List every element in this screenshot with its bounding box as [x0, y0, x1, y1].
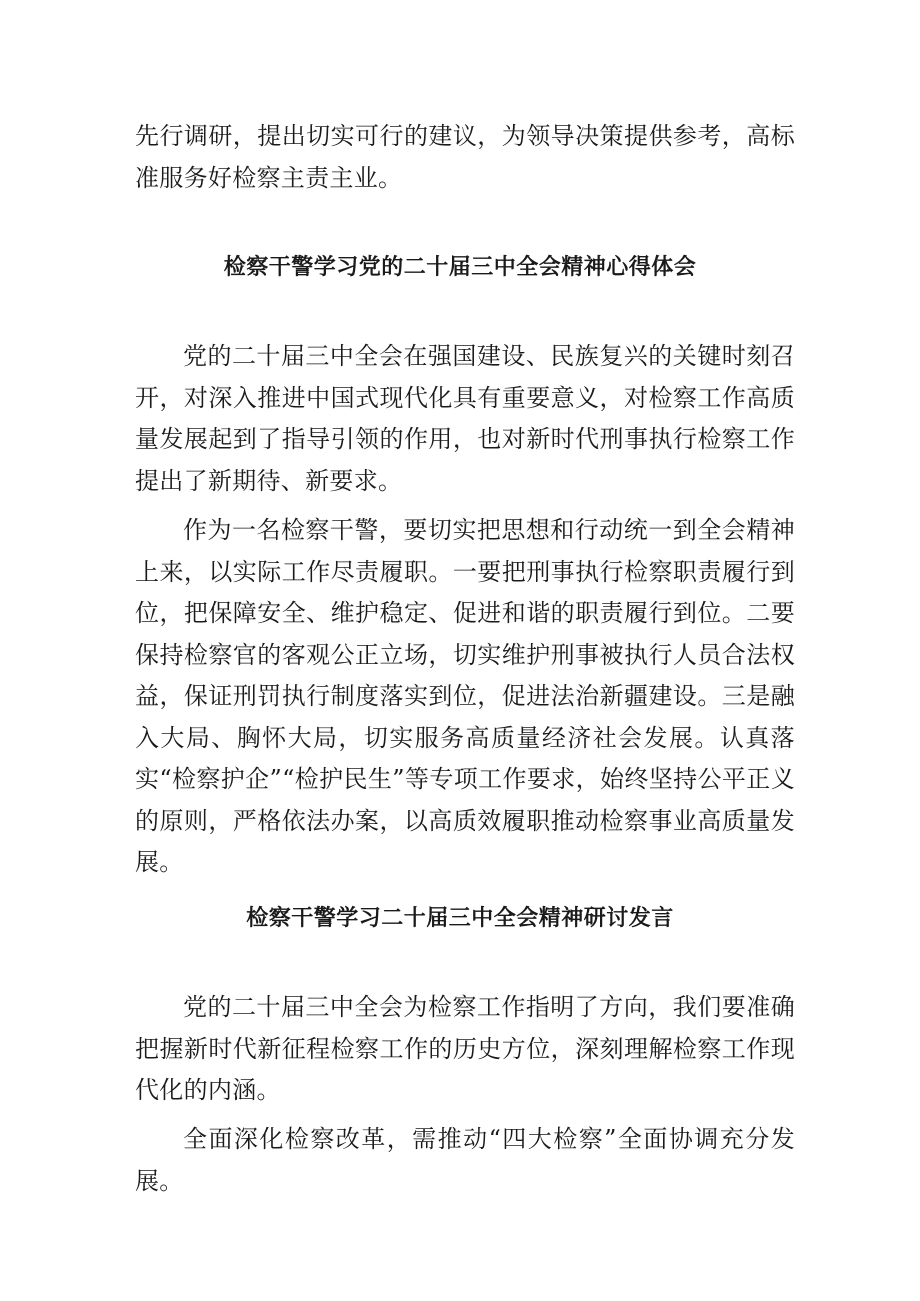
intro-paragraph: 先行调研，提出切实可行的建议，为领导决策提供参考，高标准服务好检察主责主业。 — [135, 122, 795, 192]
section-1-paragraph-1: 党的二十届三中全会在强国建设、民族复兴的关键时刻召开，对深入推进中国式现代化具有重要意义，对检察工作高质量发展起到了指导引领的作用，也对新时代刑事执行检察工作提出了新期待、新要求。 — [135, 342, 795, 495]
section-2-paragraph-1: 党的二十届三中全会为检察工作指明了方向，我们要准确把握新时代新征程检察工作的历史方位，深刻理解检察工作现代化的内涵。 — [135, 993, 795, 1104]
section-2-title: 检察干警学习二十届三中全会精神研讨发言 — [246, 905, 674, 931]
section-1-title: 检察干警学习党的二十届三中全会精神心得体会 — [223, 254, 697, 280]
section-2-paragraph-2: 全面深化检察改革，需推动“四大检察”全面协调充分发展。 — [135, 1125, 795, 1195]
section-1-paragraph-2: 作为一名检察干警，要切实把思想和行动统一到全会精神上来，以实际工作尽责履职。一要把刑事执行检察职责履行到位，把保障安全、维护稳定、促进和谐的职责履行到位。二要保持检察官的客观公正立场，切实维护刑事被执行人员合法权益，保证刑罚执行制度落实到位，促进法治新疆建设。三是融入大局、胸怀大局，切实服务高质量经济社会发展。认真落实“检察护企”“检护民生”等专项工作要求，始终坚持公平正义的原则，严格依法办案，以高质效履职推动检察事业高质量发展。 — [135, 516, 795, 876]
